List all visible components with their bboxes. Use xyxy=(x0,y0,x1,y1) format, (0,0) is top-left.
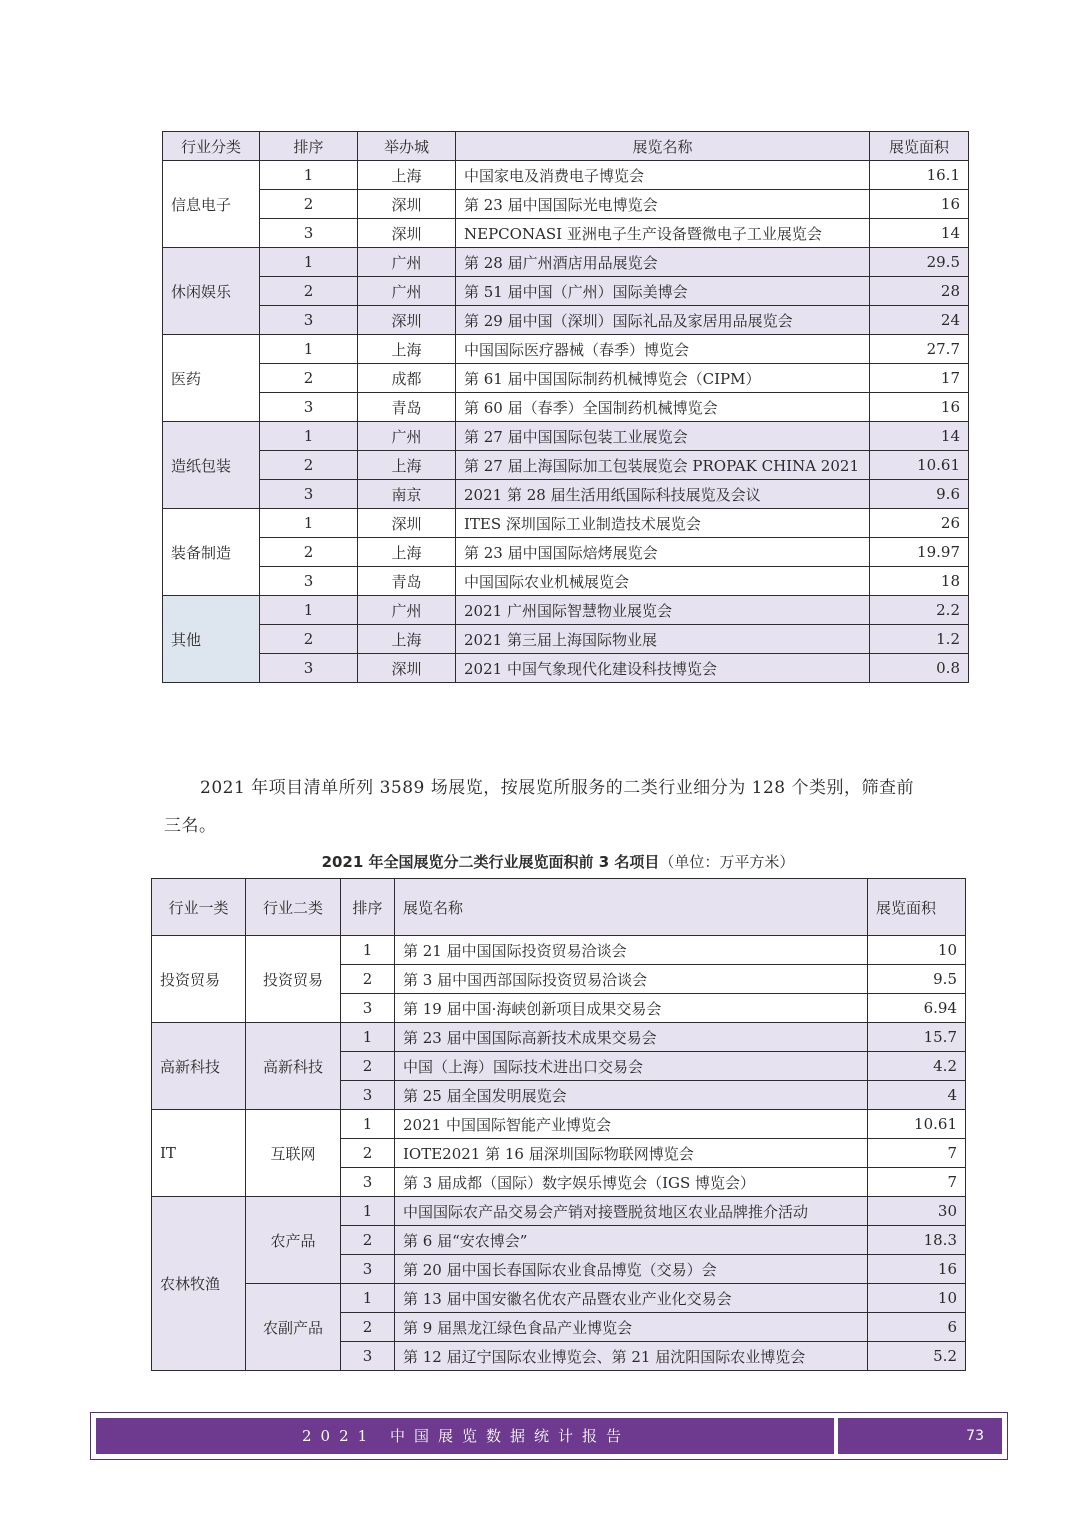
table2-area-cell: 7 xyxy=(868,1139,966,1168)
table2-area-cell: 4 xyxy=(868,1081,966,1110)
table1-header-cell: 举办城 xyxy=(358,132,456,161)
exhibition-table-by-industry xyxy=(162,131,969,683)
table1-rank-cell: 2 xyxy=(260,538,358,567)
table2-area-cell: 30 xyxy=(868,1197,966,1226)
table-caption-unit: （单位：万平方米） xyxy=(659,853,795,871)
table1-row xyxy=(163,625,969,654)
table1-rank-cell: 2 xyxy=(260,190,358,219)
footer-report-title: 2021 中国展览数据统计报告 xyxy=(302,1427,630,1445)
table2-name-cell: 第 12 届辽宁国际农业博览会、第 21 届沈阳国际农业博览会 xyxy=(395,1342,868,1371)
table1-category-cell: 休闲娱乐 xyxy=(163,248,260,335)
table1-name-cell: 中国国际医疗器械（春季）博览会 xyxy=(456,335,870,364)
table1-category-cell: 医药 xyxy=(163,335,260,422)
table1-name-cell: ITES 深圳国际工业制造技术展览会 xyxy=(456,509,870,538)
table2-header-cell: 展览名称 xyxy=(395,879,868,936)
table1-rank-cell: 1 xyxy=(260,248,358,277)
table2-area-cell: 5.2 xyxy=(868,1342,966,1371)
table2-rank-cell: 3 xyxy=(341,1255,395,1284)
table1-city-cell: 广州 xyxy=(358,277,456,306)
table2-name-cell: 第 6 届“安农博会” xyxy=(395,1226,868,1255)
table2-row xyxy=(152,1284,966,1313)
table2-area-cell: 4.2 xyxy=(868,1052,966,1081)
table1-rank-cell: 3 xyxy=(260,480,358,509)
table2-rank-cell: 1 xyxy=(341,1197,395,1226)
table1-rank-cell: 2 xyxy=(260,364,358,393)
table1-area-cell: 16 xyxy=(870,190,969,219)
table1-row xyxy=(163,161,969,190)
table1-rank-cell: 1 xyxy=(260,422,358,451)
table2-area-cell: 10 xyxy=(868,1284,966,1313)
table1-row xyxy=(163,248,969,277)
table2-cat1-cell: 农林牧渔 xyxy=(152,1197,246,1371)
table2-row xyxy=(152,1197,966,1226)
table2-area-cell: 9.5 xyxy=(868,965,966,994)
table1-name-cell: 第 51 届中国（广州）国际美博会 xyxy=(456,277,870,306)
table2-name-cell: 第 23 届中国国际高新技术成果交易会 xyxy=(395,1023,868,1052)
table1-row xyxy=(163,393,969,422)
table1-row xyxy=(163,277,969,306)
table1-rank-cell: 1 xyxy=(260,596,358,625)
table1-name-cell: 第 29 届中国（深圳）国际礼品及家居用品展览会 xyxy=(456,306,870,335)
table2-rank-cell: 3 xyxy=(341,1081,395,1110)
table2-rank-cell: 2 xyxy=(341,1313,395,1342)
table2-area-cell: 15.7 xyxy=(868,1023,966,1052)
table2-cat2-cell: 互联网 xyxy=(246,1110,341,1197)
table2-row xyxy=(152,936,966,965)
table2-cat1-cell: IT xyxy=(152,1110,246,1197)
table1-city-cell: 深圳 xyxy=(358,509,456,538)
table1-rank-cell: 2 xyxy=(260,625,358,654)
table1-row xyxy=(163,654,969,683)
table1-rank-cell: 1 xyxy=(260,161,358,190)
table1-city-cell: 深圳 xyxy=(358,654,456,683)
table2-name-cell: 中国国际农产品交易会产销对接暨脱贫地区农业品牌推介活动 xyxy=(395,1197,868,1226)
table2-name-cell: 第 3 届成都（国际）数字娱乐博览会（IGS 博览会） xyxy=(395,1168,868,1197)
table2-cat1-cell: 投资贸易 xyxy=(152,936,246,1023)
table1-name-cell: 2021 第 28 届生活用纸国际科技展览及会议 xyxy=(456,480,870,509)
table1-category-cell: 信息电子 xyxy=(163,161,260,248)
table1-row xyxy=(163,306,969,335)
table1-city-cell: 深圳 xyxy=(358,219,456,248)
table1-name-cell: 第 28 届广州酒店用品展览会 xyxy=(456,248,870,277)
table1-category-cell: 造纸包装 xyxy=(163,422,260,509)
table1-category-cell: 其他 xyxy=(163,596,260,683)
table1-city-cell: 成都 xyxy=(358,364,456,393)
table1-city-cell: 上海 xyxy=(358,335,456,364)
table1-area-cell: 19.97 xyxy=(870,538,969,567)
table1-area-cell: 2.2 xyxy=(870,596,969,625)
table1-row xyxy=(163,451,969,480)
table1-name-cell: NEPCONASI 亚洲电子生产设备暨微电子工业展览会 xyxy=(456,219,870,248)
table1-area-cell: 9.6 xyxy=(870,480,969,509)
table2-rank-cell: 2 xyxy=(341,1226,395,1255)
table1-area-cell: 16.1 xyxy=(870,161,969,190)
table1-rank-cell: 2 xyxy=(260,451,358,480)
table1-city-cell: 青岛 xyxy=(358,393,456,422)
table2-rank-cell: 1 xyxy=(341,1023,395,1052)
table1-name-cell: 2021 第三届上海国际物业展 xyxy=(456,625,870,654)
table2-area-cell: 6.94 xyxy=(868,994,966,1023)
table1-area-cell: 24 xyxy=(870,306,969,335)
table2-cat1-cell: 高新科技 xyxy=(152,1023,246,1110)
table1-city-cell: 广州 xyxy=(358,248,456,277)
table2-header-cell: 行业一类 xyxy=(152,879,246,936)
table1-row xyxy=(163,335,969,364)
table1-area-cell: 16 xyxy=(870,393,969,422)
table2-name-cell: 2021 中国国际智能产业博览会 xyxy=(395,1110,868,1139)
table1-city-cell: 青岛 xyxy=(358,567,456,596)
table1-header-cell: 展览名称 xyxy=(456,132,870,161)
table1-area-cell: 26 xyxy=(870,509,969,538)
table-caption-title: 2021 年全国展览分二类行业展览面积前 3 名项目 xyxy=(321,853,660,871)
table1-name-cell: 第 61 届中国国际制药机械博览会（CIPM） xyxy=(456,364,870,393)
table2-cat2-cell: 投资贸易 xyxy=(246,936,341,1023)
table1-rank-cell: 3 xyxy=(260,219,358,248)
table1-name-cell: 第 27 届中国国际包装工业展览会 xyxy=(456,422,870,451)
table1-name-cell: 2021 广州国际智慧物业展览会 xyxy=(456,596,870,625)
table2-rank-cell: 3 xyxy=(341,1168,395,1197)
table1-row xyxy=(163,567,969,596)
table2-name-cell: 第 13 届中国安徽名优农产品暨农业产业化交易会 xyxy=(395,1284,868,1313)
table1-rank-cell: 2 xyxy=(260,277,358,306)
table2-area-cell: 6 xyxy=(868,1313,966,1342)
table2-rank-cell: 1 xyxy=(341,1110,395,1139)
table1-city-cell: 广州 xyxy=(358,422,456,451)
table1-area-cell: 1.2 xyxy=(870,625,969,654)
table2-rank-cell: 3 xyxy=(341,1342,395,1371)
table2-header-cell: 行业二类 xyxy=(246,879,341,936)
table1-area-cell: 29.5 xyxy=(870,248,969,277)
table1-name-cell: 中国国际农业机械展览会 xyxy=(456,567,870,596)
table1-name-cell: 第 27 届上海国际加工包装展览会 PROPAK CHINA 2021 xyxy=(456,451,870,480)
table1-rank-cell: 1 xyxy=(260,509,358,538)
table2-header-cell: 展览面积 xyxy=(868,879,966,936)
table2-name-cell: 第 9 届黑龙江绿色食品产业博览会 xyxy=(395,1313,868,1342)
table1-row xyxy=(163,219,969,248)
table1-city-cell: 深圳 xyxy=(358,190,456,219)
table2-header-cell: 排序 xyxy=(341,879,395,936)
table1-header-cell: 展览面积 xyxy=(870,132,969,161)
table2-rank-cell: 2 xyxy=(341,1052,395,1081)
table1-rank-cell: 1 xyxy=(260,335,358,364)
table2-rank-cell: 2 xyxy=(341,1139,395,1168)
body-paragraph: 2021 年项目清单所列 3589 场展览，按展览所服务的二类行业细分为 128 个类别，筛查前三名。 xyxy=(164,778,914,836)
table1-area-cell: 28 xyxy=(870,277,969,306)
table1-name-cell: 中国家电及消费电子博览会 xyxy=(456,161,870,190)
table1-city-cell: 广州 xyxy=(358,596,456,625)
table2-cat2-cell: 农副产品 xyxy=(246,1284,341,1371)
table1-name-cell: 2021 中国气象现代化建设科技博览会 xyxy=(456,654,870,683)
table2-rank-cell: 1 xyxy=(341,936,395,965)
table1-name-cell: 第 23 届中国国际光电博览会 xyxy=(456,190,870,219)
footer-band xyxy=(96,1418,1002,1454)
table2-area-cell: 10.61 xyxy=(868,1110,966,1139)
table1-category-cell: 装备制造 xyxy=(163,509,260,596)
table1-header-cell: 排序 xyxy=(260,132,358,161)
table2-area-cell: 10 xyxy=(868,936,966,965)
table-caption xyxy=(151,851,965,872)
table1-row xyxy=(163,538,969,567)
table2-rank-cell: 1 xyxy=(341,1284,395,1313)
table1-city-cell: 上海 xyxy=(358,451,456,480)
table1-row xyxy=(163,190,969,219)
exhibition-table-by-sub-industry xyxy=(151,878,966,1371)
table1-area-cell: 0.8 xyxy=(870,654,969,683)
table2-rank-cell: 2 xyxy=(341,965,395,994)
table2-name-cell: 第 19 届中国·海峡创新项目成果交易会 xyxy=(395,994,868,1023)
table2-row xyxy=(152,1023,966,1052)
table2-name-cell: IOTE2021 第 16 届深圳国际物联网博览会 xyxy=(395,1139,868,1168)
table1-rank-cell: 3 xyxy=(260,567,358,596)
table1-row xyxy=(163,509,969,538)
table1-row xyxy=(163,480,969,509)
table2-name-cell: 中国（上海）国际技术进出口交易会 xyxy=(395,1052,868,1081)
table1-area-cell: 14 xyxy=(870,219,969,248)
table1-header-cell: 行业分类 xyxy=(163,132,260,161)
table2-row xyxy=(152,1110,966,1139)
table1-row xyxy=(163,422,969,451)
table1-rank-cell: 3 xyxy=(260,306,358,335)
table1-area-cell: 10.61 xyxy=(870,451,969,480)
table2-name-cell: 第 25 届全国发明展览会 xyxy=(395,1081,868,1110)
page-footer xyxy=(90,1412,1008,1460)
table1-area-cell: 14 xyxy=(870,422,969,451)
table2-name-cell: 第 20 届中国长春国际农业食品博览（交易）会 xyxy=(395,1255,868,1284)
table2-area-cell: 18.3 xyxy=(868,1226,966,1255)
table1-city-cell: 上海 xyxy=(358,625,456,654)
table1-city-cell: 深圳 xyxy=(358,306,456,335)
table1-area-cell: 17 xyxy=(870,364,969,393)
table2-name-cell: 第 3 届中国西部国际投资贸易洽谈会 xyxy=(395,965,868,994)
table1-city-cell: 上海 xyxy=(358,161,456,190)
table1-rank-cell: 3 xyxy=(260,393,358,422)
table1-name-cell: 第 23 届中国国际焙烤展览会 xyxy=(456,538,870,567)
table2-name-cell: 第 21 届中国国际投资贸易洽谈会 xyxy=(395,936,868,965)
table2-area-cell: 7 xyxy=(868,1168,966,1197)
table1-header-row xyxy=(163,132,969,161)
table2-rank-cell: 3 xyxy=(341,994,395,1023)
table1-row xyxy=(163,596,969,625)
page-number: 73 xyxy=(966,1428,984,1444)
table2-area-cell: 16 xyxy=(868,1255,966,1284)
table2-cat2-cell: 农产品 xyxy=(246,1197,341,1284)
table1-row xyxy=(163,364,969,393)
table2-cat2-cell: 高新科技 xyxy=(246,1023,341,1110)
table1-city-cell: 南京 xyxy=(358,480,456,509)
table1-rank-cell: 3 xyxy=(260,654,358,683)
table1-city-cell: 上海 xyxy=(358,538,456,567)
table2-header-row xyxy=(152,879,966,936)
table1-area-cell: 18 xyxy=(870,567,969,596)
table1-area-cell: 27.7 xyxy=(870,335,969,364)
table1-name-cell: 第 60 届（春季）全国制药机械博览会 xyxy=(456,393,870,422)
